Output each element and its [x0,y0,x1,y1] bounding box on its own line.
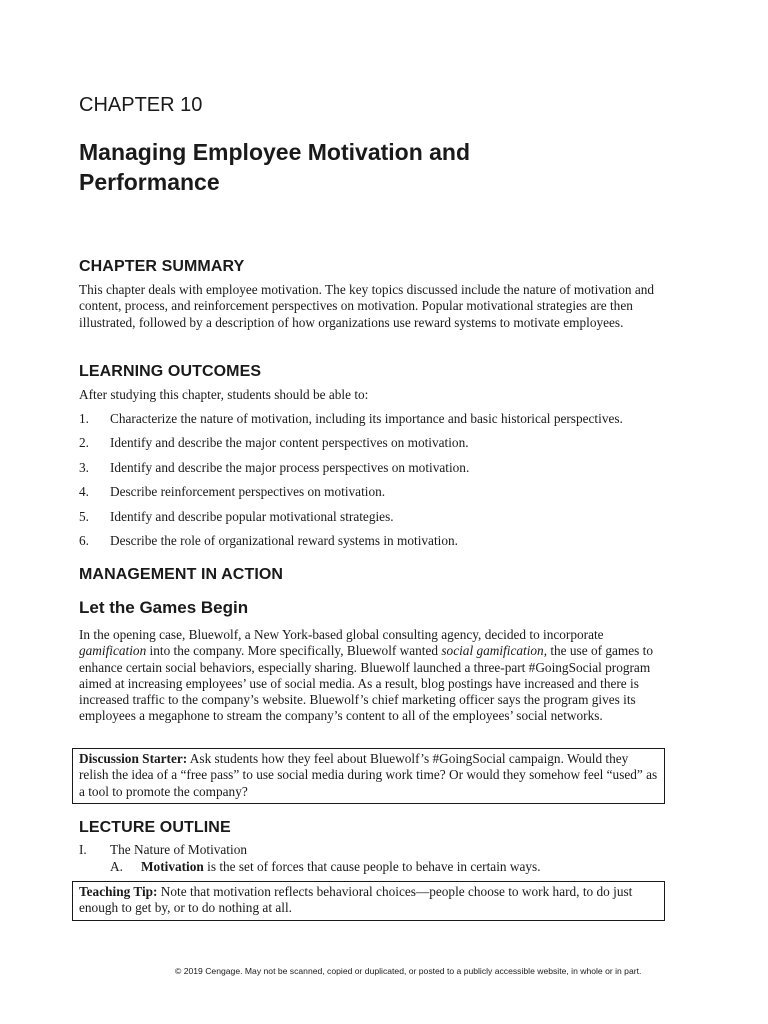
teaching-tip-box [72,881,665,921]
outline-sub-marker: A. [110,859,123,874]
outcome-number: 1. [79,411,89,426]
learning-outcome-item [79,533,679,557]
outcome-number: 6. [79,532,89,548]
outcome-text: Identify and describe the major content perspectives on motivation. [110,435,469,451]
learning-outcomes-heading: LEARNING OUTCOMES [79,363,262,380]
chapter-title-line-1: Managing Employee Motivation and [79,139,471,165]
management-in-action-heading: MANAGEMENT IN ACTION [79,566,284,583]
motivation-term: Motivation [141,859,204,874]
outcome-number: 5. [79,508,89,524]
chapter-number: CHAPTER 10 [79,94,203,116]
outcome-number: 4. [79,484,89,500]
learning-outcome-item [79,484,679,508]
outcome-text: Identify and describe popular motivational strategies. [110,508,394,524]
outline-item [79,842,247,858]
case-text-part-c: , the use of games to enhance certain social behaviors, especially sharing. Bluewolf launched a three-part #GoingSocial program aimed at increasing employees’ use of social media. As a result, blog postings have increased and there is increased traffic to the company’s website. Bluewolf’s chief marketing officer says the program gives its employees a megaphone to stream the company’s content to all of the employees’ social networks. [79,643,653,724]
teaching-tip-text: Note that motivation reflects behavioral choices—people choose to work hard, to do just enough to get by, or to do nothing at all. [79,884,633,916]
social-gamification-term: social gamification [441,643,544,659]
outcome-number: 2. [79,435,89,451]
copyright-footer: © 2019 Cengage. May not be scanned, copied or duplicated, or posted to a publicly accessible website, in whole or in part. [175,966,642,976]
teaching-tip-label: Teaching Tip: [79,884,158,899]
opening-case-text [79,627,669,725]
outcome-text: Describe reinforcement perspectives on motivation. [110,484,386,500]
motivation-definition: is the set of forces that cause people to behave in certain ways. [203,859,541,874]
outcome-text: Characterize the nature of motivation, including its importance and basic historical perspectives. [110,411,623,426]
case-text-part-a: In the opening case, Bluewolf, a New York-based global consulting agency, decided to incorporate [79,627,604,642]
outline-item-text: The Nature of Motivation [110,842,247,857]
learning-outcome-item [79,435,679,459]
learning-outcome-item [79,509,679,533]
discussion-starter-box [72,748,665,804]
outline-subitem [110,859,541,875]
chapter-summary-heading: CHAPTER SUMMARY [79,258,245,275]
chapter-title [79,137,679,197]
learning-outcome-item [79,460,679,484]
outline-marker: I. [79,842,87,857]
learning-outcomes-intro: After studying this chapter, students should be able to: [79,387,369,402]
outcome-text: Identify and describe the major process perspectives on motivation. [110,459,470,475]
lecture-outline-heading: LECTURE OUTLINE [79,819,231,836]
gamification-term: gamification [79,643,147,659]
learning-outcomes-list [79,411,679,557]
case-title: Let the Games Begin [79,598,249,617]
discussion-starter-text: Ask students how they feel about Bluewolf’s #GoingSocial campaign. Would they relish the idea of a “free pass” to use social media during work time? Or would they somehow feel “used” as a tool to promote the company? [79,751,658,799]
case-text-part-b: into the company. More specifically, Bluewolf wanted [146,643,442,659]
outcome-number: 3. [79,459,89,475]
learning-outcome-item [79,411,679,435]
chapter-summary-text: This chapter deals with employee motivation. The key topics discussed include the nature of motivation and content, process, and reinforcement perspectives on motivation. Popular motivational strategies are then illustrated, followed by a description of how organizations use reward systems to motivate employees. [79,282,655,330]
chapter-title-line-2: Performance [79,169,220,195]
outline-subitem-text [141,859,541,875]
discussion-starter-label: Discussion Starter: [79,751,188,766]
outcome-text: Describe the role of organizational reward systems in motivation. [110,532,458,548]
